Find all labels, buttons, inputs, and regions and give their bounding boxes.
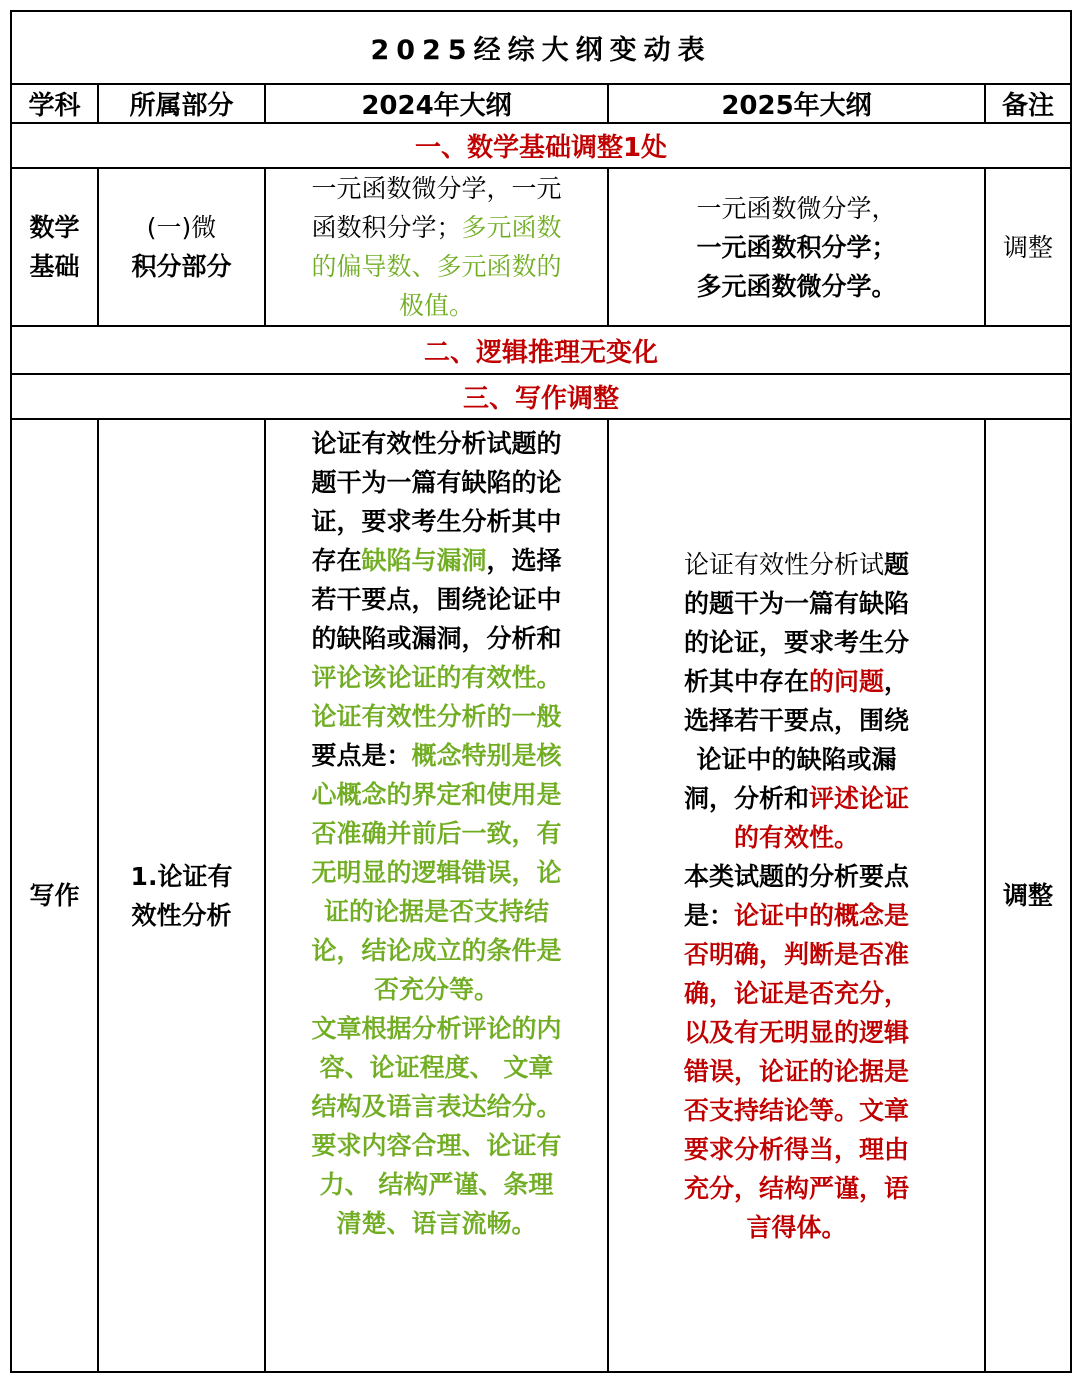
math-2024-removed: 多元函数的偏导数、多元函数的极值。 [311, 213, 562, 320]
writing-2024 [265, 419, 608, 1372]
math-part [98, 168, 265, 326]
writing-2025-changed: 评述论证的有效性。 [733, 783, 910, 852]
section-writing-title: 三、写作调整 [11, 374, 1071, 419]
writing-2024-changed: 论证有效性分析的一般 [311, 702, 562, 731]
math-2025 [608, 168, 985, 326]
math-subject-line: 数学 [29, 213, 80, 242]
writing-2024-changed: 缺陷与漏洞 [361, 546, 487, 575]
header-2025: 2025年大纲 [608, 84, 985, 123]
math-part-line: 积分部分 [131, 252, 232, 281]
writing-2025-changed: 论证中的概念是否明确，判断是否准确，论证是否充分，以及有无明显的逻辑错误，论证的论据是否支持结论等。文章要求分析得当，理由充分，结构严谨，语言得体。 [683, 900, 910, 1242]
writing-2025-text: 论证有效性分析试 [683, 549, 884, 579]
table-title: 2025经综大纲变动表 [11, 11, 1071, 84]
header-row [11, 84, 1071, 123]
writing-subject: 写作 [11, 419, 98, 1372]
writing-2025-text: 本类试题的分析要点 是： [683, 861, 909, 930]
header-subject: 学科 [11, 84, 98, 123]
section-logic-title: 二、逻辑推理无变化 [11, 326, 1071, 374]
header-2024: 2024年大纲 [265, 84, 608, 123]
writing-2024-changed: 评论该论证的有效性。 [311, 663, 562, 692]
writing-2024-changed: 概念特别是核心概念的界定和使用是否准确并前后一致，有无明显的逻辑错误，论证的论据是否支持结论，结论成立的条件是否充分等。 [311, 741, 562, 1004]
math-subject-line: 基础 [29, 252, 80, 281]
writing-row [11, 419, 1071, 1372]
math-2024-text: 一元函数微分学，一元函数积分学； [311, 174, 562, 242]
writing-2025-text: 题的题干为一篇有缺陷的论证，要求考生分析其中存在 [683, 549, 910, 696]
writing-2025-text: ，选择若干要点，围绕论证中的缺陷或漏洞，分析和 [683, 666, 910, 813]
writing-2024-text: 论证有效性分析试题的题干为一篇有缺陷的论证，要求考生分析其中存在 [311, 429, 562, 575]
writing-2024-changed: 文章根据分析评论的内容、论证程度、 文章结构及语言表达给分。要求内容合理、论证有力、 结构严谨、条理清楚、语言流畅。 [311, 1014, 562, 1238]
writing-part-line: 效性分析 [131, 900, 232, 930]
writing-part [98, 419, 265, 1372]
math-row [11, 168, 1071, 326]
writing-2025-changed: 的问题 [808, 666, 884, 696]
math-2025-line: 一元函数微分学， [696, 193, 897, 223]
writing-part-line: 1.论证有 [130, 861, 233, 891]
header-part: 所属部分 [98, 84, 265, 123]
math-2025-line: 一元函数积分学； [696, 232, 897, 262]
writing-2025 [608, 419, 985, 1372]
section-math-title: 一、数学基础调整1处 [11, 123, 1071, 168]
syllabus-table [10, 10, 1072, 1373]
header-note: 备注 [985, 84, 1071, 123]
math-2025-line: 多元函数微分学。 [696, 271, 897, 301]
math-note: 调整 [985, 168, 1071, 326]
writing-note: 调整 [985, 419, 1071, 1372]
writing-2024-text: ，选择若干要点，围绕论证中的缺陷或漏洞，分析和 [311, 546, 562, 653]
writing-2024-text: 要点是： [311, 741, 412, 770]
math-2024 [265, 168, 608, 326]
math-part-line: (一)微 [146, 213, 217, 242]
math-subject [11, 168, 98, 326]
